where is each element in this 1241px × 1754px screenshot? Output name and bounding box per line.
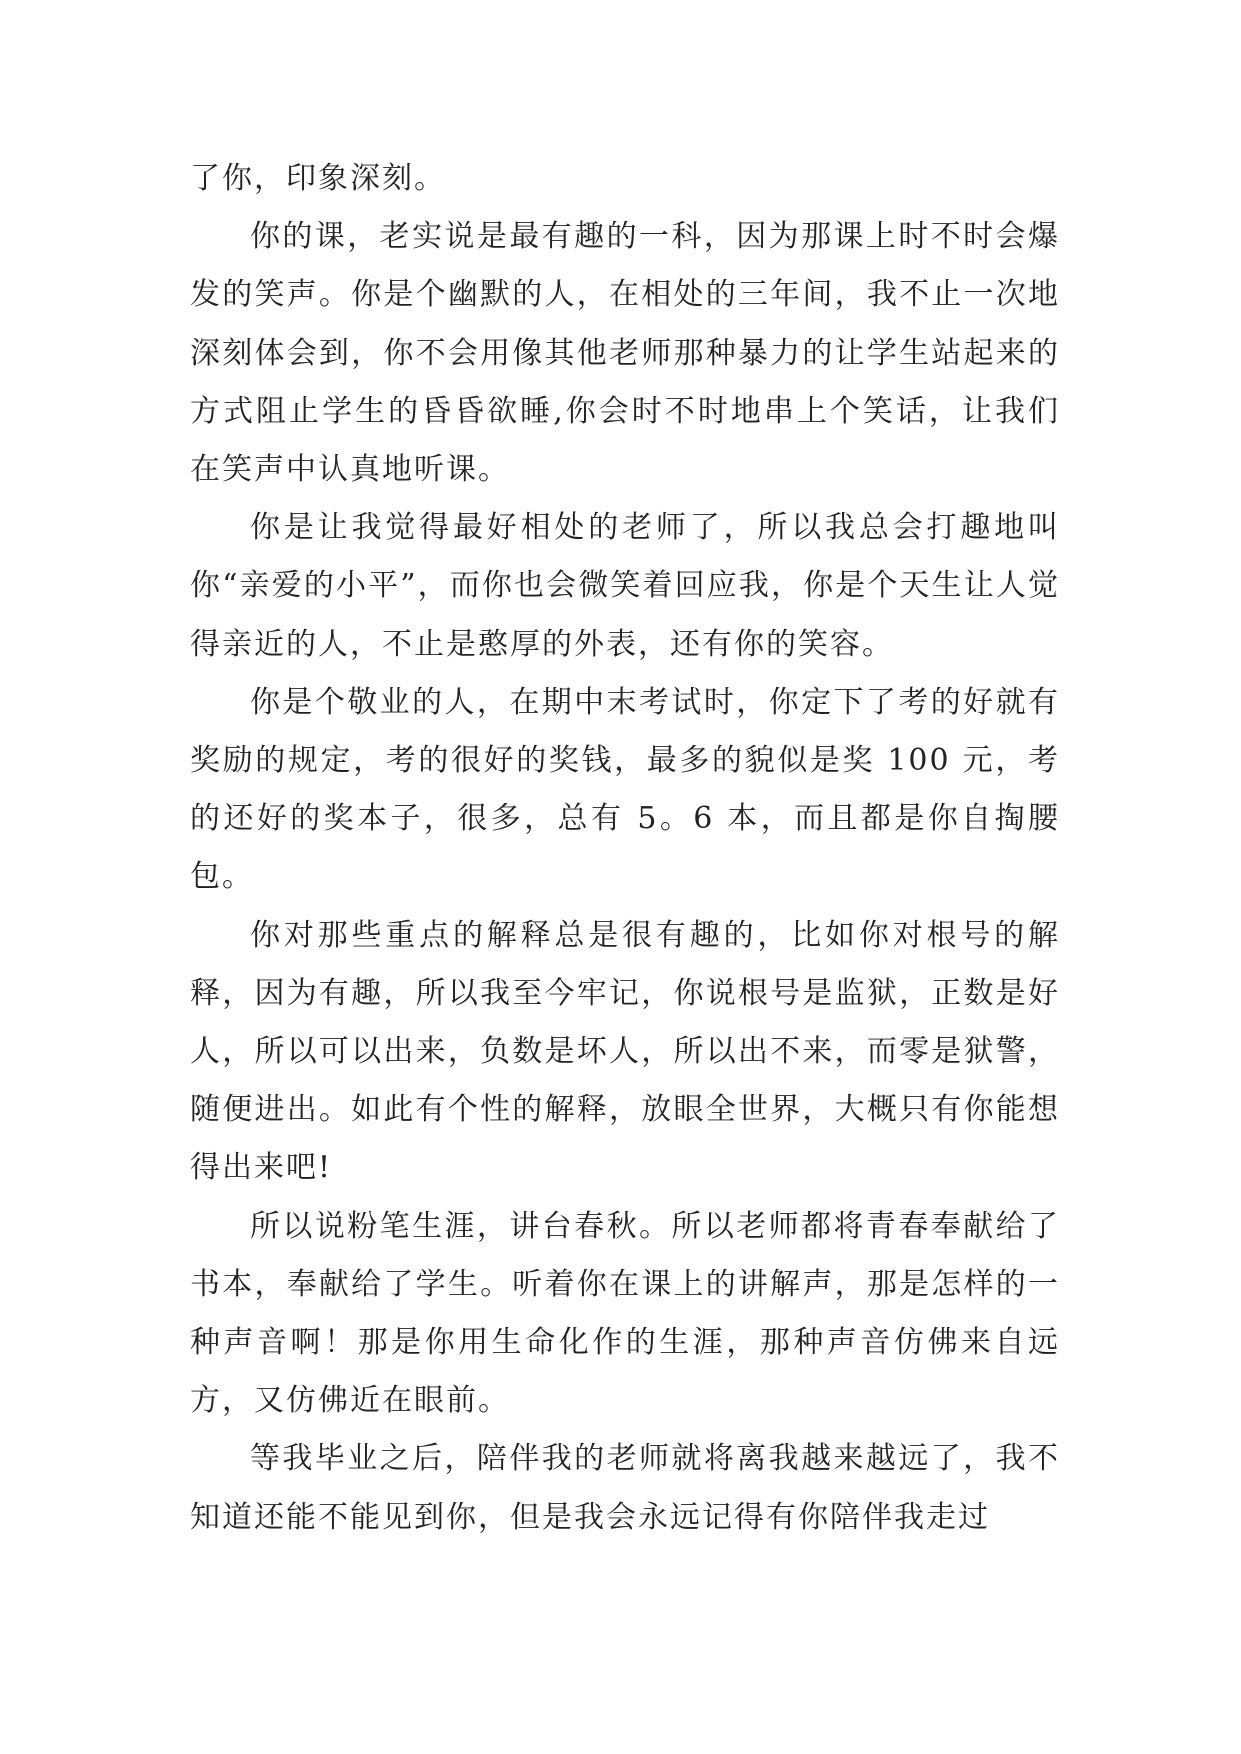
paragraph-5: 你对那些重点的解释总是很有趣的，比如你对根号的解释，因为有趣，所以我至今牢记，你说根号是监狱，正数是好人，所以可以出来，负数是坏人，所以出不来，而零是狱警，随便进出。如此有个性的解释，放眼全世界，大概只有你能想得出来吧! <box>190 917 1060 1186</box>
paragraph-7: 等我毕业之后，陪伴我的老师就将离我越来越远了，我不知道还能不能见到你，但是我会永远记得有你陪伴我走过 <box>190 1441 1060 1535</box>
document-body <box>190 150 1060 1547</box>
paragraph-4: 你是个敬业的人，在期中末考试时，你定下了考的好就有奖励的规定，考的很好的奖钱，最多的貌似是奖 100 元，考的还好的奖本子，很多，总有 5。6 本，而且都是你自掏腰包。 <box>190 684 1060 895</box>
paragraph-1: 了你，印象深刻。 <box>190 161 446 196</box>
paragraph-2: 你的课，老实说是最有趣的一科，因为那课上时不时会爆发的笑声。你是个幽默的人，在相处的三年间，我不止一次地深刻体会到，你不会用像其他老师那种暴力的让学生站起来的方式阻止学生的昏昏欲睡,你会时不时地串上个笑话，让我们在笑声中认真地听课。 <box>190 219 1060 488</box>
paragraph-6: 所以说粉笔生涯，讲台春秋。所以老师都将青春奉献给了书本，奉献给了学生。听着你在课上的讲解声，那是怎样的一种声音啊！那是你用生命化作的生涯，那种声音仿佛来自远方，又仿佛近在眼前。 <box>190 1208 1060 1419</box>
paragraph-3: 你是让我觉得最好相处的老师了，所以我总会打趣地叫你“亲爱的小平”，而你也会微笑着回应我，你是个天生让人觉得亲近的人，不止是憨厚的外表，还有你的笑容。 <box>190 510 1060 662</box>
